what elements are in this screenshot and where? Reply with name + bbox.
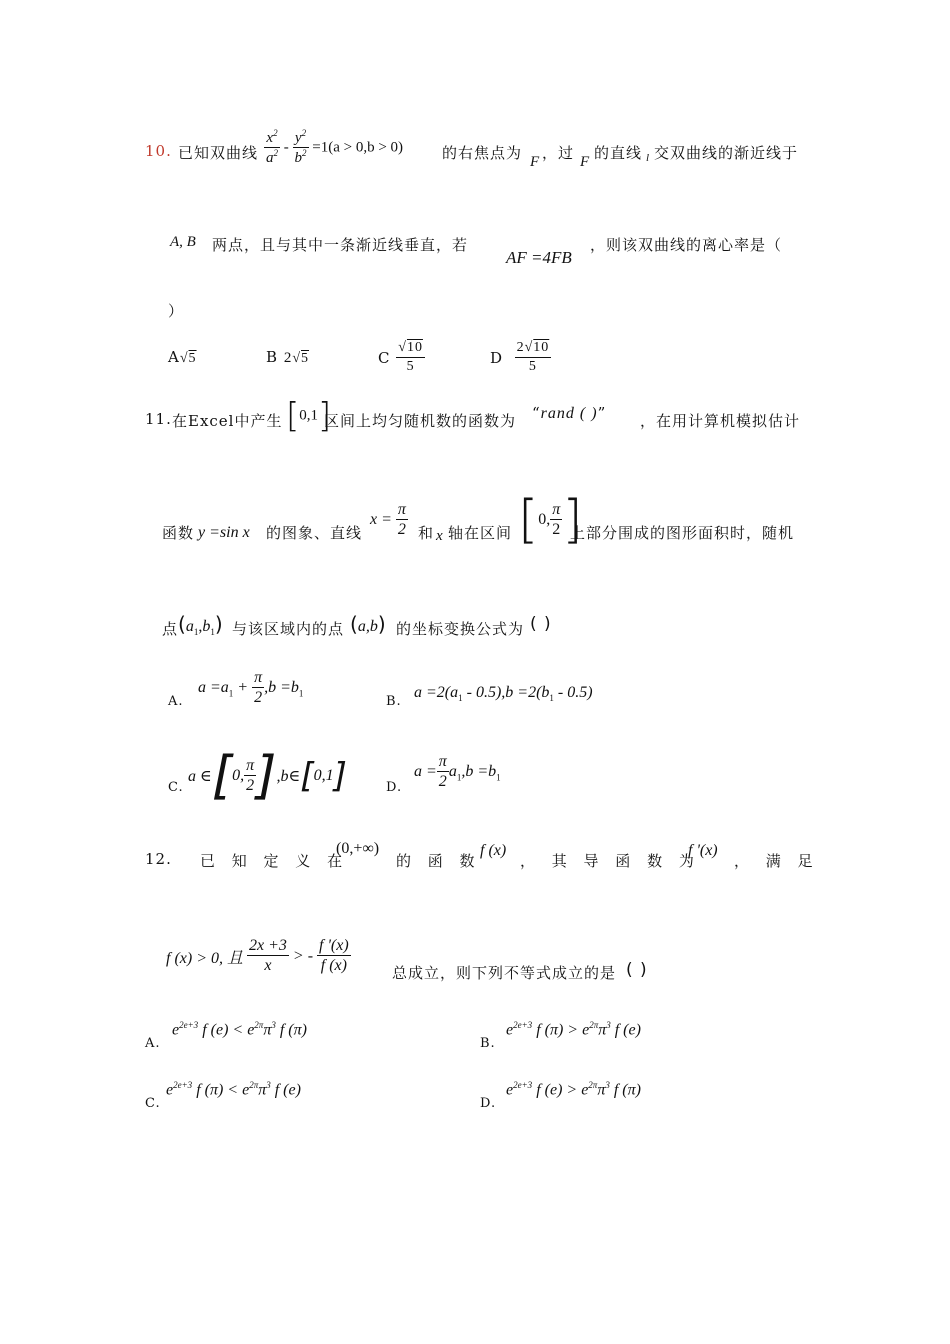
answer-blank: ( ) <box>626 960 648 980</box>
option-d[interactable]: D $\frac{2√10}{5}$ <box>490 340 550 374</box>
question-text: ，在用计算机模拟估计 <box>640 412 801 430</box>
question-number: 10. <box>145 142 172 160</box>
math-symbol: l <box>646 152 650 164</box>
question-text: 和 <box>418 524 435 542</box>
option-c-formula: $e^{2e+3}$ f $(\pi) < e^{2\pi}\pi^3$ f (e) <box>166 1080 301 1099</box>
question-text: 的 函 数 <box>396 852 481 870</box>
option-d-formula: a = $\frac{\pi}{2}$ $a_1,b =b_1$ <box>414 753 501 791</box>
option-c[interactable]: C $\frac{√10}{5}$ <box>378 340 423 374</box>
answer-blank: ( ) <box>530 614 552 634</box>
function-expression: y =sin x <box>198 524 250 541</box>
question-text: 上部分围成的图形面积时，随机 <box>570 524 795 542</box>
question-text: 的坐标变换公式为 <box>396 620 525 638</box>
interval: [0,1] <box>286 396 332 436</box>
math-symbol: x <box>436 528 443 544</box>
question-text: 已知双曲线 <box>178 144 259 162</box>
option-d-formula: $e^{2e+3}$ f $(e) > e^{2\pi}\pi^3$ f (π) <box>506 1080 641 1099</box>
option-a[interactable]: A√5 <box>168 348 197 366</box>
question-text: 区间上均匀随机数的函数为 <box>324 412 517 430</box>
math-symbol: F <box>580 154 590 170</box>
question-text: 已 知 定 义 在 <box>200 852 349 870</box>
question-text: 与该区域内的点 <box>232 620 345 638</box>
function-name: “rand ( )” <box>532 404 607 422</box>
question-number: 12. <box>145 850 172 868</box>
option-c[interactable]: C. <box>168 780 184 795</box>
option-b[interactable]: B. <box>480 1036 496 1051</box>
option-b[interactable]: B 2√5 <box>266 348 309 366</box>
option-c-formula: a ∈[0, $\frac{\pi}{2}$ ],b∈[0,1] <box>188 746 347 806</box>
question-text: 在Excel中产生 <box>172 412 283 430</box>
question-text: 的右焦点为 <box>442 144 523 162</box>
option-d[interactable]: D. <box>480 1096 497 1111</box>
option-c[interactable]: C. <box>145 1096 161 1111</box>
option-b-formula: $a =2(a_1 - 0.5),b =2(b_1 - 0.5)$ <box>414 684 593 704</box>
option-a[interactable]: A. <box>145 1036 161 1051</box>
option-a-formula: $a =a_1$ + $\frac{\pi}{2}$ $,b =b_1$ <box>198 669 304 707</box>
interval-2: [0, $\frac{\pi}{2}$ ] <box>518 490 583 550</box>
math-symbol: F <box>530 154 540 170</box>
option-d[interactable]: D. <box>386 780 403 795</box>
question-text: 的图象、直线 <box>266 524 363 542</box>
condition-equation: AF =4FB <box>506 248 572 267</box>
question-text: 点 <box>162 620 179 638</box>
question-text: 函数 <box>162 524 195 542</box>
hyperbola-equation: $\frac{x^2}{a^2}$ - $\frac{y^2}{b^2}$ =1(a > 0,b > 0) <box>266 128 404 166</box>
condition-inequality: f (x) > 0, 且 $\frac{2x +3}{x}$ > - $\frac{f '(x)}{f (x)}$ <box>166 937 349 975</box>
option-b[interactable]: B. <box>386 694 402 709</box>
math-symbol: A, B <box>170 234 196 250</box>
question-text: 交双曲线的渐近线于 <box>654 144 799 162</box>
question-text: ） <box>168 302 185 320</box>
point-a1-b1: $(a_1,b_1)$ <box>178 612 223 638</box>
question-text: 的直线 <box>594 144 643 162</box>
domain-interval: (0,+∞) <box>336 840 380 857</box>
question-text: ，过 <box>542 144 575 162</box>
question-text: 轴在区间 <box>448 524 513 542</box>
option-a[interactable]: A. <box>168 694 184 709</box>
question-number: 11. <box>145 410 172 428</box>
question-text: ， 满 足 <box>734 852 819 870</box>
question-text: ，则该双曲线的离心率是（ <box>590 236 783 254</box>
derivative-f: f '(x) <box>688 842 718 859</box>
question-text: 总成立，则下列不等式成立的是 <box>392 964 617 982</box>
question-text: 两点，且与其中一条渐近线垂直，若 <box>212 236 469 254</box>
line-equation: x = $\frac{\pi}{2}$ <box>370 501 406 539</box>
point-a-b: (a,b) <box>350 612 386 636</box>
option-a-formula: $e^{2e+3}$ f $(e) < e^{2\pi}\pi^3$ f (π) <box>172 1020 307 1039</box>
question-text: ， 其 导 函 数 为 <box>520 852 700 870</box>
option-b-formula: $e^{2e+3}$ f $(\pi) > e^{2\pi}\pi^3$ f (e) <box>506 1020 641 1039</box>
function-f: f (x) <box>480 842 507 859</box>
